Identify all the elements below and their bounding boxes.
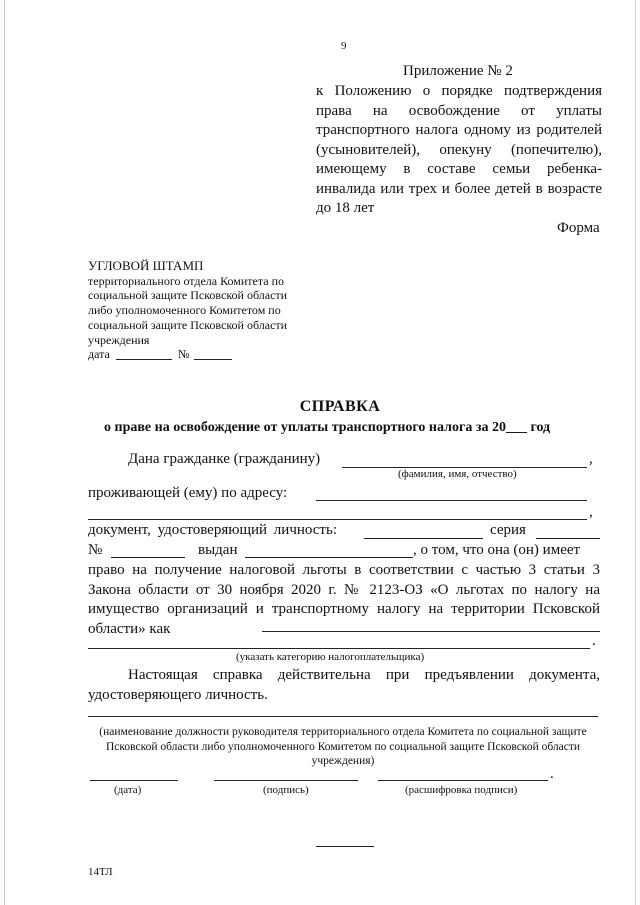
- issued-to-label: Дана гражданке (гражданину): [128, 451, 321, 467]
- position-line: [88, 716, 598, 717]
- stamp-line: социальной защите Псковской области: [88, 317, 288, 332]
- stamp-line: территориального отдела Комитета по: [88, 273, 285, 288]
- page-number: 9: [341, 40, 347, 52]
- footer-code: 14ТЛ: [88, 866, 113, 878]
- id-document-line: [364, 538, 483, 539]
- fio-hint: (фамилия, имя, отчество): [398, 468, 517, 480]
- corner-stamp: [88, 259, 318, 362]
- stamp-line: учреждения: [88, 332, 150, 347]
- category-hint: (указать категорию налогоплательщика): [236, 651, 425, 663]
- document-title: СПРАВКА: [299, 398, 381, 415]
- number-line: [111, 557, 185, 558]
- date-line: [90, 780, 178, 781]
- signature-line: [214, 780, 358, 781]
- stamp-number-label: №: [178, 347, 190, 362]
- decode-line: [378, 780, 548, 781]
- appendix-title: Приложение № 2: [403, 63, 513, 79]
- category-line-2: [88, 648, 590, 649]
- category-line-1: [262, 631, 600, 632]
- id-document-label: документ, удостоверяющий личность:: [88, 522, 337, 538]
- stamp-date-label: дата: [88, 347, 110, 362]
- that-text: , о том, что она (он) имеет: [413, 542, 581, 558]
- decode-hint: (расшифровка подписи): [405, 784, 518, 796]
- stamp-line: социальной защите Псковской области: [88, 288, 288, 303]
- address-label: проживающей (ему) по адресу:: [88, 485, 288, 501]
- series-line: [536, 538, 600, 539]
- stamp-date-line: [116, 359, 172, 360]
- stamp-line: либо уполномоченного Комитетом по: [88, 303, 281, 318]
- end-rule: [316, 846, 374, 847]
- stamp-number-line: [194, 359, 232, 360]
- document-subtitle: о праве на освобождение от уплаты транспортного налога за 20___ год: [104, 420, 551, 435]
- stamp-title: УГЛОВОЙ ШТАМП: [88, 258, 204, 273]
- address-line-1: [316, 500, 587, 501]
- number-sign: №: [88, 542, 103, 558]
- position-hint: (наименование должности руководителя территориального отдела Комитета по социальной защите Псковской области либо уполномоченного Комитетом по социальной защите Псковской области учреждения): [99, 726, 587, 767]
- appendix-text: к Положению о порядке подтверждения права на освобождение от уплаты транспортного налога одному из родителей (усыновителей), опекуну (попечителю), имеющему в составе семьи ребенка-инвалида или трех и более детей в возрасте до 18 лет: [316, 83, 602, 216]
- issued-label: выдан: [198, 542, 238, 558]
- document-page: 9 Приложение № 2 к Положению о порядке подтверждения права на освобождение от уплаты транспортного налога одному из родителей (усыновителей), опекуну (попечителю), имеющему в составе семьи ребенка-инвалида или трех и более детей в возрасте до 18 лет Форма УГЛОВОЙ ШТАМП территориального отдела Комитета по социальной защите Псковской области либо уполномоченного Комитетом по социальной защите Псковской области учреждения дата № СПРАВКА о праве на освобождение от уплаты транспортного налога за 20___ год Дана гражданке (гражданину) , (фамилия, имя, отчество) проживающей (ему) по адресу: , документ, удостоверяющий личность: серия № выдан , о том, что она (он) имеет право на получение налоговой льготы в соответствии с частью 3 статьи 3 Закона области от 30 ноября 2020 г. № 2123-ОЗ «О льготах по налогу на имущество организаций и транспортному налогу на территории Псковской области» как . (указать категорию налогоплательщика) Настоящая справка действительна при предъявлении документа, удостоверяющего личность. (наименование должности руководителя территориального отдела Комитета по социальной защите Псковской области либо уполномоченного Комитетом по социальной защите Псковской области учреждения) . (дата) (подпись) (расшифровка подписи) 14ТЛ: [0, 0, 640, 905]
- page-left-edge: [4, 0, 5, 905]
- validity-text: Настоящая справка действительна при предъявлении документа, удостоверяющего личность.: [88, 667, 600, 703]
- date-hint: (дата): [114, 784, 142, 796]
- issued-by-line: [245, 557, 413, 558]
- benefit-paragraph: право на получение налоговой льготы в соответствии с частью 3 статьи 3 Закона области от 30 ноября 2020 г. № 2123-ОЗ «О льготах по налогу на имущество организаций и транспортному налогу на территории Псковской области» как: [88, 562, 600, 637]
- address-line-2: [88, 519, 587, 520]
- series-label: серия: [490, 522, 526, 538]
- form-label: Форма: [557, 220, 600, 236]
- page-right-edge: [635, 0, 636, 905]
- sign-hint: (подпись): [263, 784, 309, 796]
